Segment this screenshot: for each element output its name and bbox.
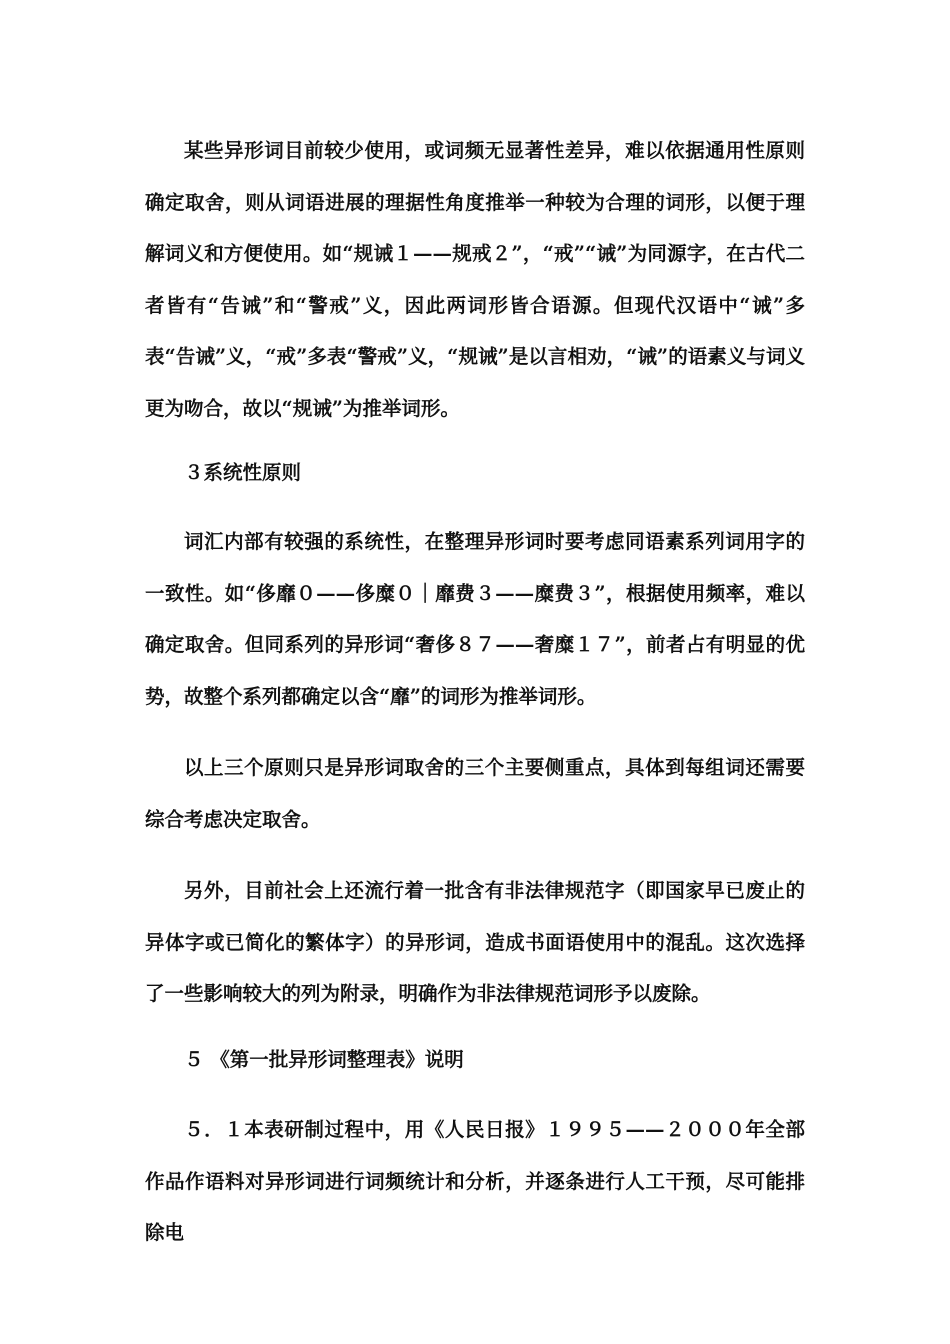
paragraph-table-notes-5-1: ５．１本表研制过程中，用《人民日报》１９９５——２０００年全部作品作语料对异形词进行词频统计和分析，并逐条进行人工干预，尽可能排除电 [145,1118,805,1244]
paragraph-reasonableness-principle: 某些异形词目前较少使用，或词频无显著性差异，难以依据通用性原则确定取舍，则从词语进展的理据性角度推举一种较为合理的词形，以便于理解词义和方便使用。如“规诫１——规戒２”，“戒”“诫”为同源字，在古代二者皆有“告诫”和“警戒”义，因此两词形皆合语源。但现代汉语中“诫”多表“告诫”义，“戒”多表“警戒”义，“规诫”是以言相劝，“诫”的语素义与词义更为吻合，故以“规诫”为推举词形。 [145,139,805,420]
section-heading-systematic-principle: ３系统性原则 [184,461,302,484]
paragraph-non-standard-variants: 另外，目前社会上还流行着一批含有非法律规范字（即国家早已废止的异体字或已简化的繁体字）的异形词，造成书面语使用中的混乱。这次选择了一些影响较大的列为附录，明确作为非法律规范词形予以废除。 [145,879,805,1005]
paragraph-systematic-principle: 词汇内部有较强的系统性，在整理异形词时要考虑同语素系列词用字的一致性。如“侈靡０——侈糜０｜靡费３——糜费３”，根据使用频率，难以确定取舍。但同系列的异形词“奢侈８７——奢糜１７”，前者占有明显的优势，故整个系列都确定以含“靡”的词形为推举词形。 [145,530,805,708]
section-heading-table-notes: ５ 《第一批异形词整理表》说明 [184,1048,464,1071]
paragraph-principles-summary: 以上三个原则只是异形词取舍的三个主要侧重点，具体到每组词还需要综合考虑决定取舍。 [145,756,805,831]
